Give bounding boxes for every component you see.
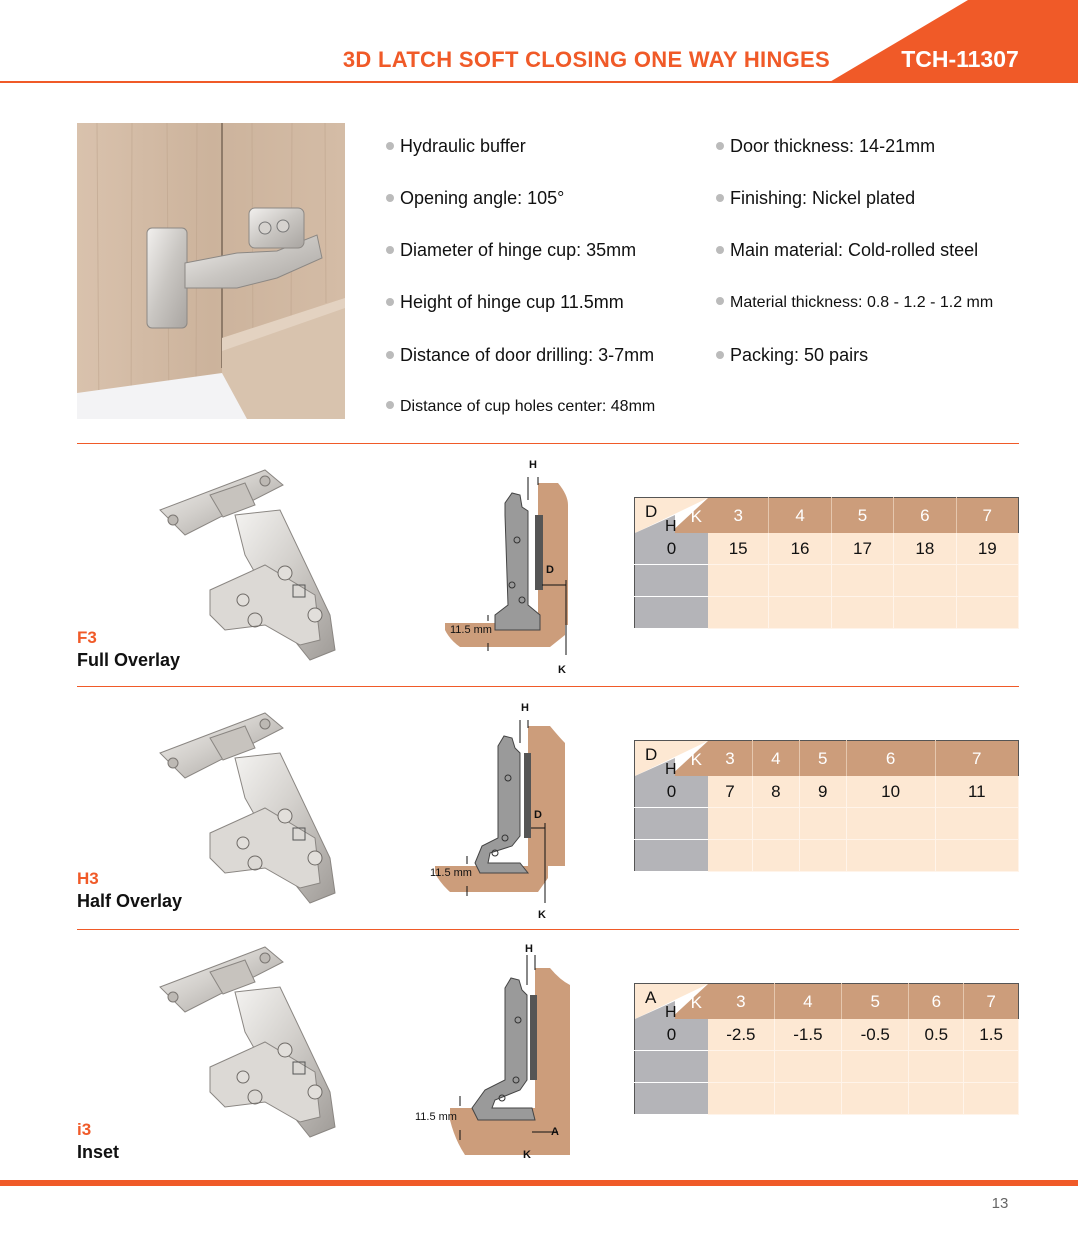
bullet-icon [386,401,394,409]
bullet-icon [386,194,394,202]
spec-item [386,292,624,313]
table-cell: 0.5 [909,1019,964,1051]
table-cell [708,1083,774,1115]
section-divider [77,686,1019,687]
table-cell [842,1051,909,1083]
spec-item [386,136,526,157]
bullet-icon [386,246,394,254]
variant-name: Full Overlay [77,650,181,670]
row-header [635,1083,709,1115]
table-cell [708,597,769,629]
table-cell [753,808,800,840]
table-row-empty [635,1051,1019,1083]
table-cell: 7 [708,776,753,808]
page-number: 13 [991,1195,1009,1212]
table-cell [799,808,846,840]
table-cell [894,565,956,597]
spec-text: Door thickness: 14-21mm [730,136,936,156]
footer-bar [0,1180,1078,1186]
dim-d-label: D [534,809,542,821]
dim-h-label: H [525,943,533,955]
table-cell [956,597,1018,629]
table-cell [799,840,846,872]
column-header: 4 [753,741,800,777]
table-cell: 11 [935,776,1018,808]
table-cell [708,808,753,840]
table-cell: -2.5 [708,1019,774,1051]
spec-text: Distance of door drilling: 3-7mm [400,345,655,365]
spec-text: Main material: Cold-rolled steel [730,240,979,260]
spec-item [716,240,978,261]
row-header [635,808,709,840]
dim-k-label: K [538,909,546,921]
dim-k-label: K [558,664,566,676]
table-cell: 17 [831,533,893,565]
column-header: 5 [842,984,909,1020]
dimension-table-full-overlay [634,497,1019,629]
diagram-inset [410,940,580,1165]
spec-item [716,136,935,157]
table-corner [635,498,709,534]
corner-k-label: K [690,507,702,526]
table-cell [846,840,935,872]
bullet-icon [716,297,724,305]
column-header: 4 [769,498,831,534]
row-header: 0 [635,776,709,808]
spec-text: Finishing: Nickel plated [730,188,916,208]
table-cell [964,1051,1019,1083]
corner-k-label: K [690,750,702,769]
table-corner [635,984,709,1020]
dimension-table-half-overlay [634,740,1019,872]
product-photo [77,123,345,419]
table-cell: 1.5 [964,1019,1019,1051]
corner-h-label: H [665,761,677,778]
column-header: 7 [956,498,1018,534]
table-cell: 18 [894,533,956,565]
spec-item [386,398,655,416]
table-cell [842,1083,909,1115]
table-cell [708,565,769,597]
table-cell: 16 [769,533,831,565]
dim-h-label: H [521,702,529,714]
column-header: 5 [831,498,893,534]
row-header: 0 [635,533,709,565]
bullet-icon [716,194,724,202]
table-cell [935,840,1018,872]
table-row-empty [635,808,1019,840]
row-header [635,597,709,629]
page-title: 3D LATCH SOFT CLOSING ONE WAY HINGES [342,47,830,72]
table-cell [753,840,800,872]
diagram-half-overlay [420,698,580,923]
column-header: 7 [964,984,1019,1020]
dimension-table-inset [634,983,1019,1115]
spec-text: Packing: 50 pairs [730,345,869,365]
section-divider [77,443,1019,444]
dim-cup-label: 11.5 mm [450,624,492,636]
table-cell [909,1083,964,1115]
hinge-image-inset [115,942,355,1142]
spec-text: Diameter of hinge cup: 35mm [400,240,637,260]
dim-h-label: H [529,459,537,471]
table-cell [956,565,1018,597]
spec-text: Opening angle: 105° [400,188,565,208]
corner-d-label: D [645,745,658,764]
variant-name: Inset [77,1142,120,1162]
table-cell: 8 [753,776,800,808]
column-header: 6 [846,741,935,777]
diagram-full-overlay [440,455,590,680]
hinge-image-half-overlay [115,708,355,908]
section-divider [77,929,1019,930]
table-cell: 9 [799,776,846,808]
table-row [635,533,1019,565]
bullet-icon [386,298,394,306]
table-row-empty [635,840,1019,872]
table-corner [635,741,709,777]
spec-text: Height of hinge cup 11.5mm [400,292,624,312]
table-row [635,776,1019,808]
table-cell [909,1051,964,1083]
bullet-icon [386,351,394,359]
spec-item [716,345,868,366]
corner-h-label: H [665,1004,677,1021]
column-header: 6 [909,984,964,1020]
spec-text: Hydraulic buffer [400,136,526,156]
spec-item [386,188,564,209]
column-header: 3 [708,741,753,777]
variant-code: H3 [77,869,99,888]
bullet-icon [716,351,724,359]
table-cell [774,1051,841,1083]
variant-code: i3 [77,1120,92,1139]
dim-cup-label: 11.5 mm [415,1111,457,1123]
spec-text: Distance of cup holes center: 48mm [400,398,656,415]
row-header [635,1051,709,1083]
product-code: TCH-11307 [901,46,1019,72]
column-header: 7 [935,741,1018,777]
dim-a-label: A [551,1126,559,1138]
spec-item [716,294,993,312]
row-header: 0 [635,1019,709,1051]
column-header: 3 [708,498,769,534]
table-cell [774,1083,841,1115]
corner-h-label: H [665,518,677,535]
hinge-image-full-overlay [115,465,355,665]
table-row-empty [635,597,1019,629]
table-cell: -1.5 [774,1019,841,1051]
header-rule [0,81,1078,83]
corner-d-label: D [645,502,658,521]
table-cell [769,597,831,629]
table-cell: 10 [846,776,935,808]
column-header: 6 [894,498,956,534]
variant-name: Half Overlay [77,891,183,911]
table-cell [769,565,831,597]
table-cell: 19 [956,533,1018,565]
column-header: 5 [799,741,846,777]
table-row [635,1019,1019,1051]
bullet-icon [386,142,394,150]
table-cell [708,1051,774,1083]
column-header: 4 [774,984,841,1020]
dim-k-label: K [523,1149,531,1161]
table-cell [846,808,935,840]
table-cell [935,808,1018,840]
table-cell: 15 [708,533,769,565]
spec-text: Material thickness: 0.8 - 1.2 - 1.2 mm [730,294,994,311]
table-cell [831,597,893,629]
table-cell [894,597,956,629]
table-cell: -0.5 [842,1019,909,1051]
table-cell [831,565,893,597]
variant-code: F3 [77,628,97,647]
dim-d-label: D [546,564,554,576]
bullet-icon [716,142,724,150]
table-cell [964,1083,1019,1115]
corner-a-label: A [645,988,657,1007]
bullet-icon [716,246,724,254]
spec-item [716,188,915,209]
spec-item [386,240,636,261]
corner-k-label: K [690,993,702,1012]
table-cell [708,840,753,872]
column-header: 3 [708,984,774,1020]
table-row-empty [635,565,1019,597]
dim-cup-label: 11.5 mm [430,867,472,879]
row-header [635,565,709,597]
table-row-empty [635,1083,1019,1115]
row-header [635,840,709,872]
spec-item [386,345,654,366]
